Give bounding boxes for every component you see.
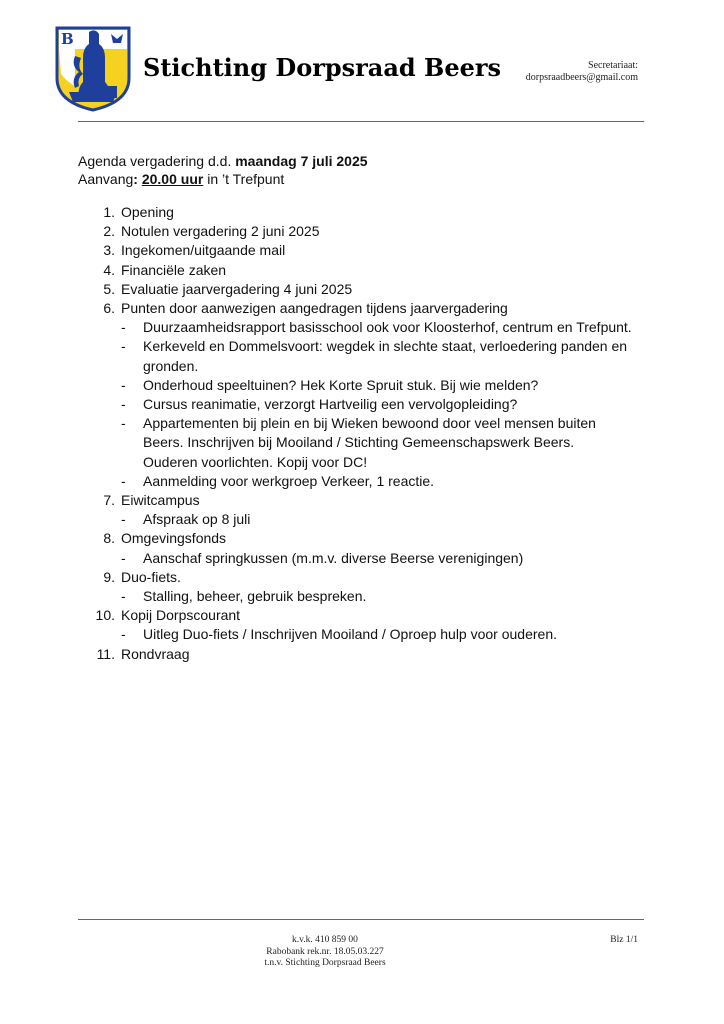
header-divider	[78, 121, 644, 122]
logo-letter: B	[61, 30, 74, 48]
agenda-item	[78, 222, 638, 241]
page-number: Blz 1/1	[610, 935, 638, 945]
dash-bullet: -	[121, 511, 126, 528]
agenda-subitem-text: Aanmelding voor werkgroep Verkeer, 1 reactie.	[143, 472, 435, 489]
meeting-location: in ’t Trefpunt	[203, 171, 285, 187]
agenda-item	[78, 568, 638, 587]
agenda-subitem	[78, 472, 638, 491]
dash-bullet: -	[121, 626, 126, 643]
meeting-time-line	[78, 170, 368, 188]
dash-bullet: -	[121, 588, 126, 605]
meeting-date-line	[78, 152, 368, 170]
agenda-item-text: Duo-fiets.	[121, 568, 181, 585]
footer-info	[225, 935, 425, 970]
agenda-item-text: Ingekomen/uitgaande mail	[121, 242, 286, 259]
coat-of-arms-logo	[55, 26, 131, 112]
meeting-intro	[78, 152, 368, 188]
agenda-item-number: 3.	[103, 242, 115, 259]
agenda-item-number: 5.	[103, 280, 115, 297]
agenda-item-text: Opening	[121, 204, 174, 220]
agenda-subitem-text: Duurzaamheidsrapport basisschool ook voor Kloosterhof, centrum en Trefpunt.	[143, 319, 632, 336]
agenda-item	[78, 203, 638, 222]
agenda-subitem-text: Onderhoud speeltuinen? Hek Korte Spruit stuk. Bij wie melden?	[143, 376, 539, 393]
agenda-subitem-text: Appartementen bij plein en bij Wieken bewoond door veel mensen buiten Beers. Inschrijven bij Mooiland / Stichting Gemeenschapswerk Beers. Ouderen voorlichten. Kopij voor DC!	[143, 415, 596, 470]
secretariat-block	[526, 60, 638, 84]
footer-tnv: t.n.v. Stichting Dorpsraad Beers	[264, 958, 386, 968]
agenda-subitem-text: Stalling, beheer, gebruik bespreken.	[143, 588, 367, 605]
dash-bullet: -	[121, 472, 126, 489]
agenda-subitem	[78, 318, 638, 337]
footer-bank: Rabobank rek.nr. 18.05.03.227	[266, 946, 384, 957]
agenda-item	[78, 491, 638, 510]
agenda-item-text: Kopij Dorpscourant	[121, 607, 241, 624]
agenda-subitem	[78, 625, 638, 644]
meeting-time-colon: :	[133, 171, 138, 187]
agenda-item	[78, 241, 638, 260]
agenda-item-text: Notulen vergadering 2 juni 2025	[121, 223, 320, 240]
secretariat-label: Secretariaat:	[588, 60, 638, 71]
agenda-item-text: Evaluatie jaarvergadering 4 juni 2025	[121, 280, 353, 297]
agenda-item-number: 7.	[103, 492, 115, 509]
agenda-item-text: Financiële zaken	[121, 261, 227, 278]
agenda-subitem-text: Afspraak op 8 juli	[143, 511, 251, 528]
dash-bullet: -	[121, 338, 126, 355]
agenda-item-number: 4.	[103, 261, 115, 278]
meeting-time: 20.00 uur	[141, 171, 204, 187]
agenda-item-number: 2.	[103, 223, 115, 240]
agenda-item	[78, 261, 638, 280]
agenda-item-number: 6.	[103, 300, 115, 317]
agenda-item	[78, 299, 638, 318]
agenda-item-number: 1.	[103, 204, 115, 220]
meeting-date-prefix: Agenda vergadering d.d.	[78, 153, 236, 169]
agenda-subitem	[78, 549, 638, 568]
agenda-item	[78, 529, 638, 548]
agenda-item	[78, 645, 638, 664]
agenda-item-number: 11.	[96, 645, 115, 662]
agenda-item	[78, 606, 638, 625]
dash-bullet: -	[121, 549, 126, 566]
agenda-item-text: Rondvraag	[121, 645, 190, 662]
dash-bullet: -	[121, 396, 126, 413]
meeting-time-label: Aanvang	[78, 171, 134, 187]
agenda-subitem	[78, 414, 638, 472]
page-title: Stichting Dorpsraad Beers	[143, 53, 502, 82]
dash-bullet: -	[121, 319, 126, 336]
agenda-subitem	[78, 587, 638, 606]
agenda-subitem	[78, 376, 638, 395]
footer-divider	[78, 919, 644, 920]
agenda-item-number: 9.	[103, 568, 115, 585]
agenda-subitem	[78, 337, 638, 375]
agenda-subitem	[78, 510, 638, 529]
agenda-item	[78, 280, 638, 299]
agenda-item-number: 8.	[103, 530, 115, 547]
meeting-date: maandag 7 juli 2025	[235, 153, 368, 169]
agenda-subitem-text: Aanschaf springkussen (m.m.v. diverse Beerse verenigingen)	[143, 549, 524, 566]
agenda-item-text: Omgevingsfonds	[121, 530, 227, 547]
agenda-item-number: 10.	[95, 607, 115, 624]
footer-kvk: k.v.k. 410 859 00	[292, 935, 358, 945]
agenda-subitem-text: Cursus reanimatie, verzorgt Hartveilig een vervolgopleiding?	[143, 396, 518, 413]
agenda-item-text: Eiwitcampus	[121, 492, 200, 509]
dash-bullet: -	[121, 376, 126, 393]
dash-bullet: -	[121, 415, 126, 432]
agenda-item-text: Punten door aanwezigen aangedragen tijdens jaarvergadering	[121, 300, 508, 317]
agenda-subitem-text: Uitleg Duo-fiets / Inschrijven Mooiland / Oproep hulp voor ouderen.	[143, 626, 557, 643]
agenda-list	[78, 203, 638, 664]
agenda-subitem-text: Kerkeveld en Dommelsvoort: wegdek in slechte staat, verloedering panden en gronden.	[143, 338, 628, 374]
agenda-subitem	[78, 395, 638, 414]
secretariat-email: dorpsraadbeers@gmail.com	[525, 72, 638, 83]
